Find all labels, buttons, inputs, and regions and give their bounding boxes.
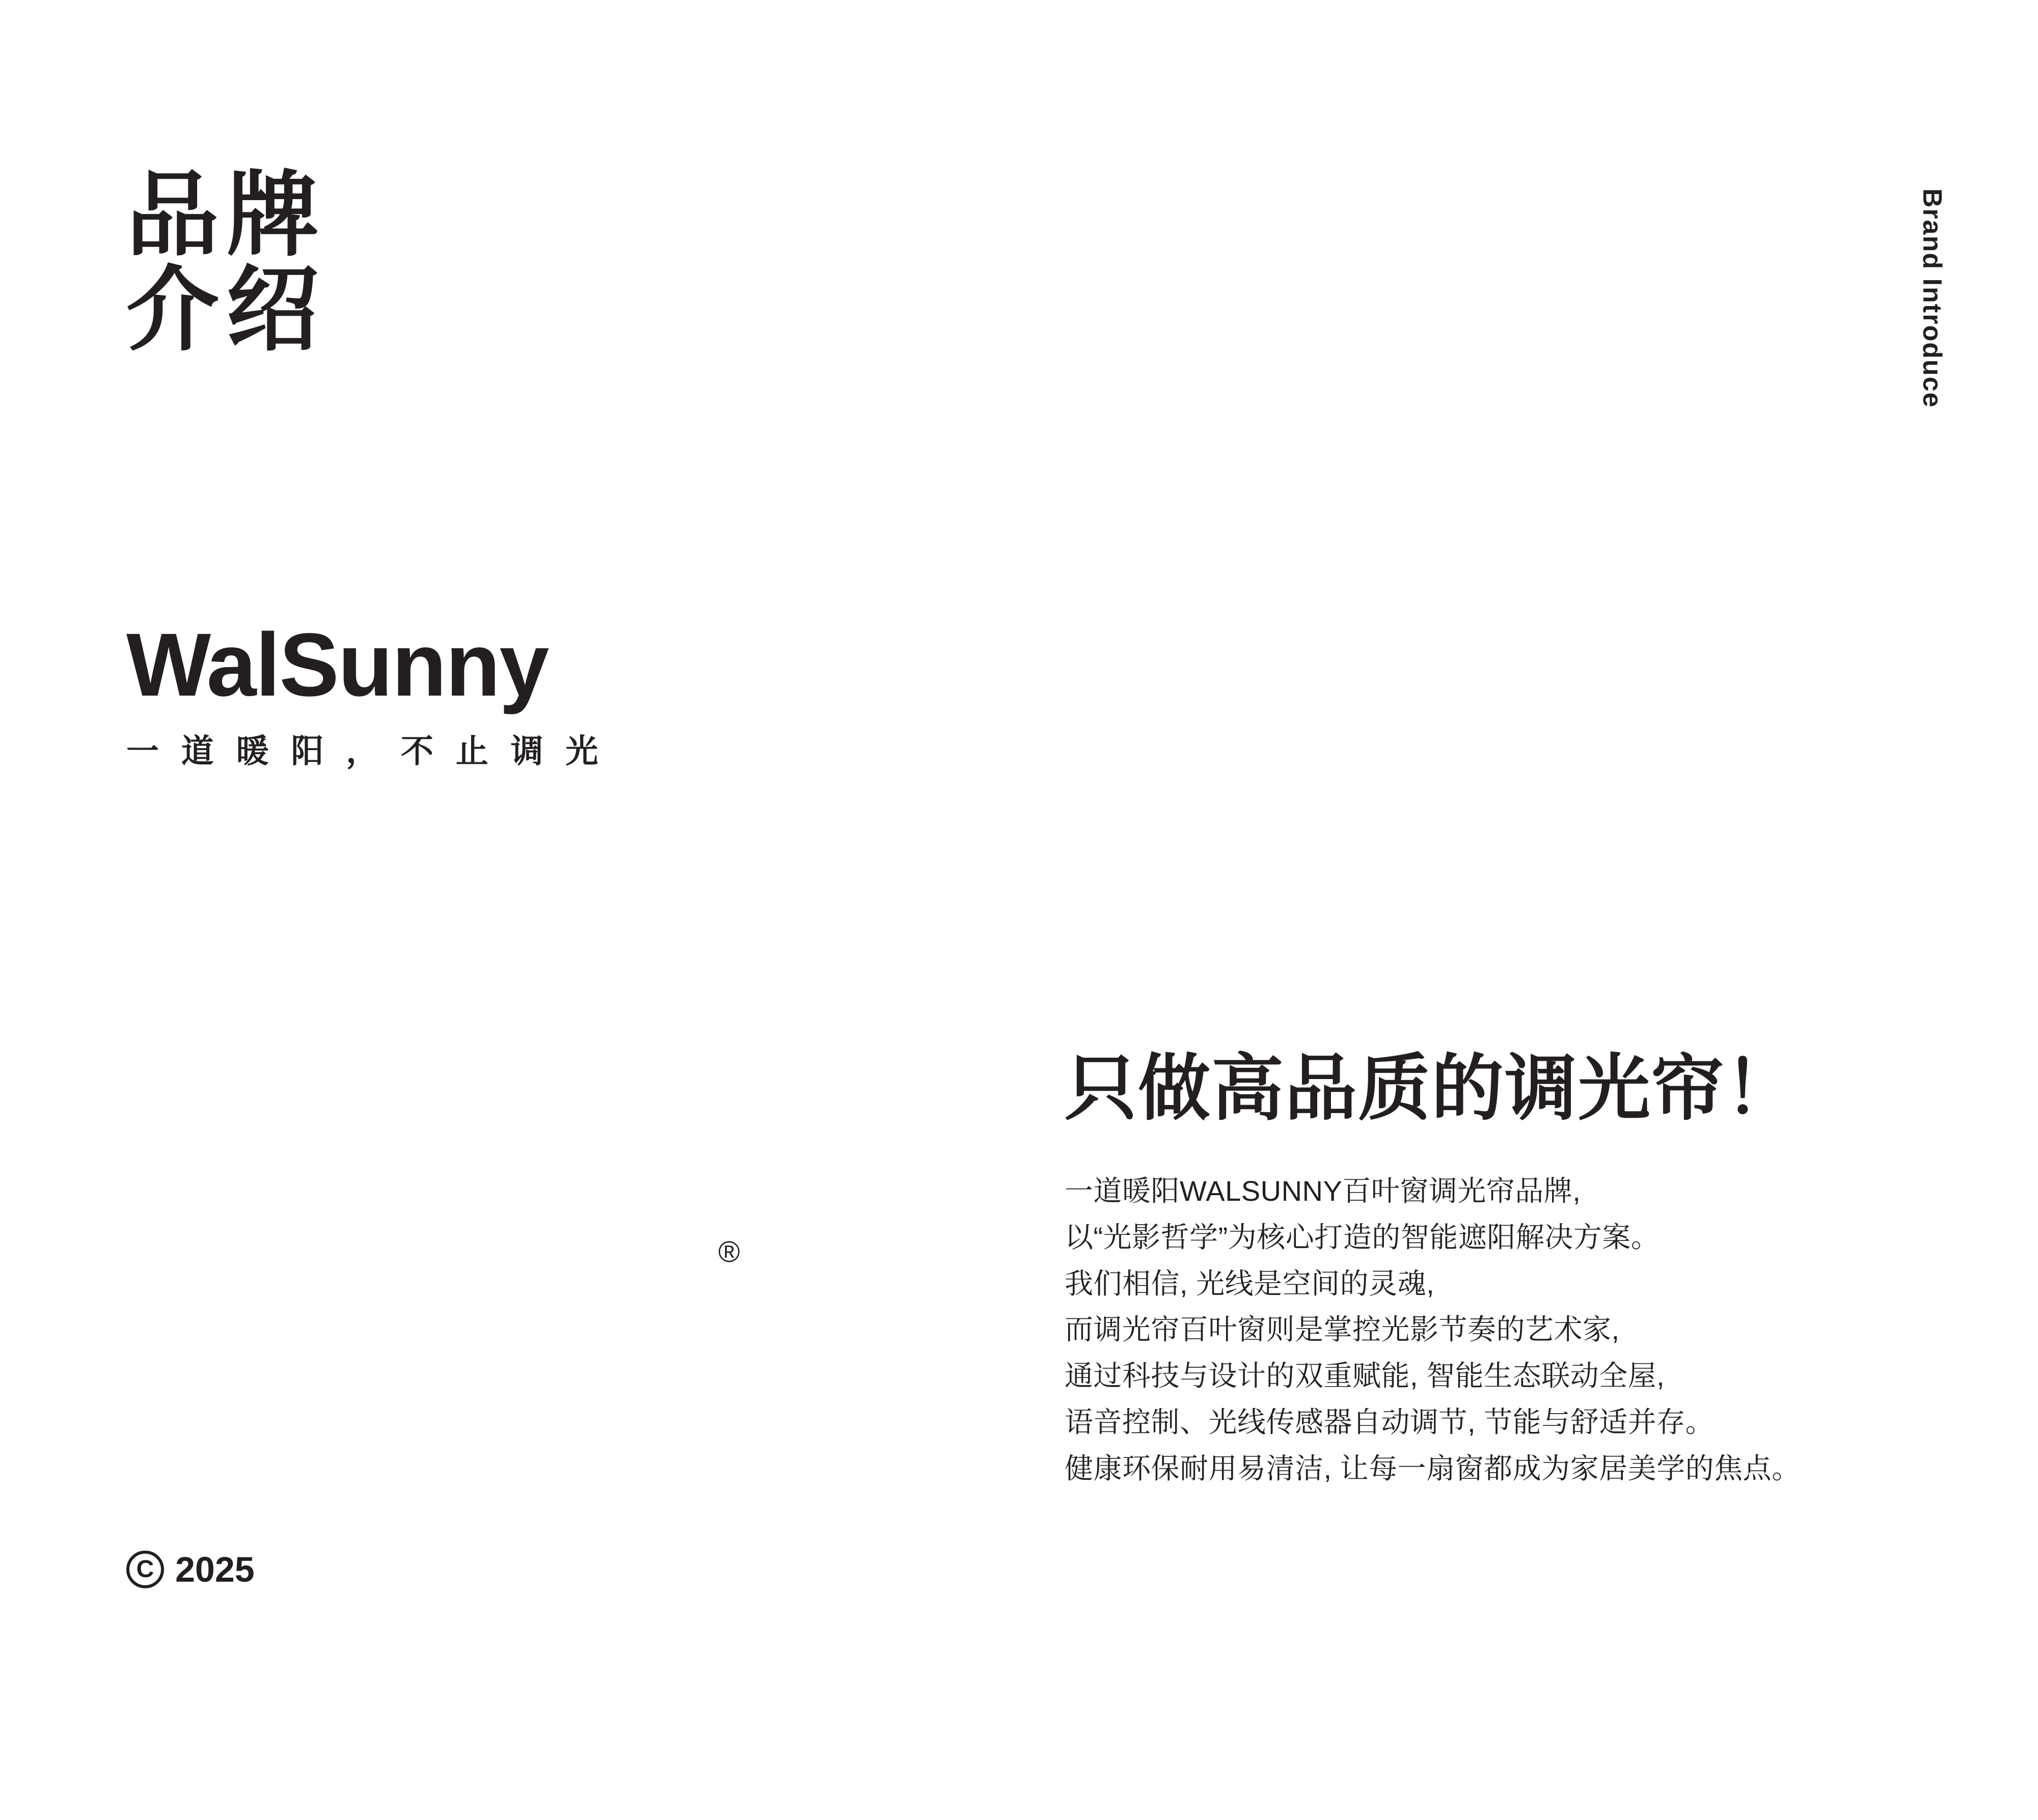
- body-line: 以“光影哲学”为核心打造的智能遮阳解决方案。: [1065, 1221, 1660, 1253]
- brand-logo-block: [126, 615, 839, 1269]
- body-line: 而调光帘百叶窗则是掌控光影节奏的艺术家,: [1065, 1313, 1620, 1346]
- body-line: 健康环保耐用易清洁, 让每一扇窗都成为家居美学的焦点。: [1065, 1452, 1801, 1484]
- section-label-vertical: Brand Introduce: [1917, 188, 1947, 408]
- body-line: 我们相信, 光线是空间的灵魂,: [1065, 1267, 1435, 1300]
- body-line: 一道暖阳WALSUNNY百叶窗调光帘品牌,: [1065, 1175, 1581, 1207]
- brand-wordmark: WalSunny: [126, 615, 549, 715]
- page-title-line-2: 介绍: [126, 257, 326, 362]
- body-copy: [1065, 1168, 1936, 1492]
- headline: 只做高品质的调光帘！: [1065, 1048, 1798, 1129]
- page-title: [126, 163, 585, 362]
- body-line: 语音控制、光线传感器自动调节, 节能与舒适并存。: [1065, 1405, 1715, 1438]
- copyright: [126, 1549, 255, 1590]
- brand-tagline: 一 道 暖 阳 ， 不 止 调 光: [126, 733, 605, 769]
- page-title-line-1: 品牌: [126, 163, 326, 267]
- copyright-year: 2025: [175, 1550, 255, 1589]
- content-column: [1065, 1049, 1936, 1492]
- registered-trademark-icon: ®: [718, 1235, 740, 1269]
- copyright-icon: C: [126, 1551, 164, 1588]
- body-line: 通过科技与设计的双重赋能, 智能生态联动全屋,: [1065, 1360, 1665, 1392]
